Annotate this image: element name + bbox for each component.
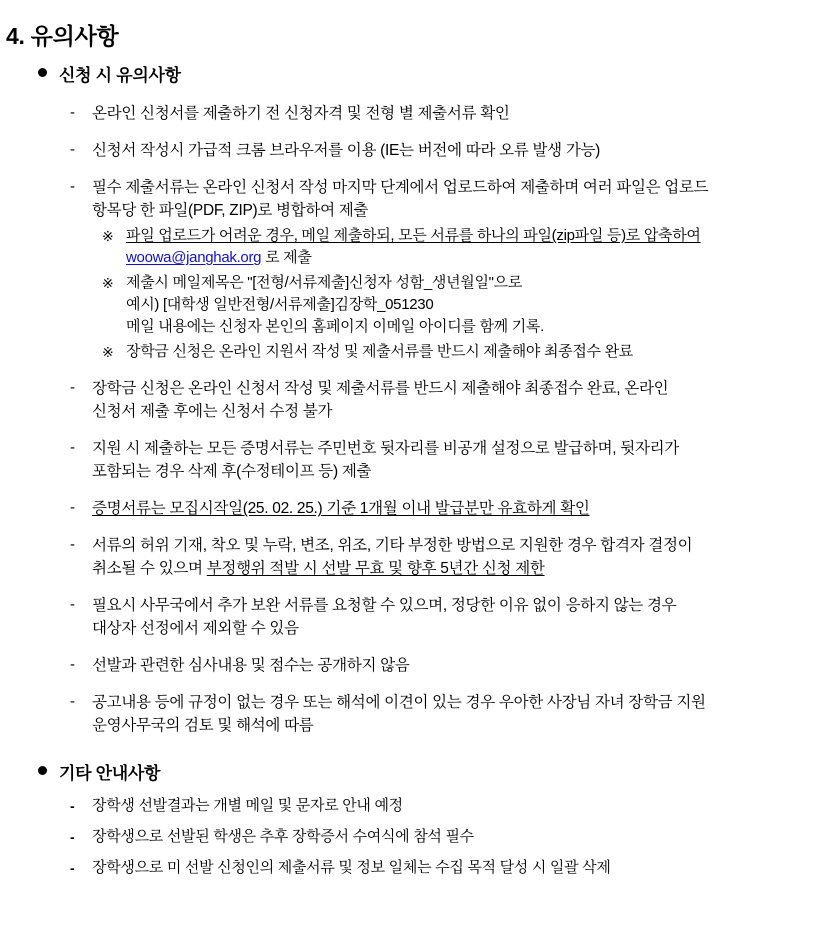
list-item-text	[92, 857, 611, 878]
note-text	[126, 225, 701, 269]
note-marker: ※	[102, 275, 114, 291]
text-line: 지원 시 제출하는 모든 증명서류는 주민번호 뒷자리를 비공개 설정으로 발급하며, 뒷자리가	[92, 440, 679, 457]
text-line: 장학금 신청은 온라인 신청서 작성 및 제출서류를 반드시 제출해야 최종접수 완료, 온라인	[92, 380, 669, 397]
list-item	[70, 580, 822, 640]
text-line: 대상자 선정에서 제외할 수 있음	[92, 620, 299, 637]
dash-marker: -	[70, 379, 75, 396]
text-line: 서류의 허위 기재, 착오 및 누락, 변조, 위조, 기타 부정한 방법으로 지원한 경우 합격자 결정이	[92, 537, 693, 554]
list-item-text	[92, 139, 600, 162]
note-block	[102, 272, 708, 338]
list-item	[70, 677, 822, 737]
list-item	[70, 817, 822, 848]
text-line: 필요시 사무국에서 추가 보완 서류를 요청할 수 있으며, 정당한 이유 없이 응하지 않는 경우	[92, 597, 677, 614]
text-line: 장학생으로 미 선발 신청인의 제출서류 및 정보 일체는 수집 목적 달성 시 일괄 삭제	[92, 859, 611, 876]
bullet-dot-icon	[38, 766, 47, 775]
dash-marker: -	[70, 860, 75, 876]
dash-marker: -	[70, 178, 75, 195]
text-line: 포함되는 경우 삭제 후(수정테이프 등) 제출	[92, 463, 372, 480]
note-line: 제출시 메일제목은 "[전형/서류제출]신청자 성함_생년월일"으로	[126, 274, 523, 291]
email-link[interactable]: woowa@janghak.org	[126, 249, 262, 266]
list-item-text	[92, 437, 679, 483]
note-text	[126, 341, 633, 363]
list-item-text	[92, 654, 410, 677]
note-marker: ※	[102, 228, 114, 244]
dash-marker: -	[70, 596, 75, 613]
note-line: 장학금 신청은 온라인 지원서 작성 및 제출서류를 반드시 제출해야 최종접수 완료	[126, 343, 633, 360]
dash-marker: -	[70, 536, 75, 553]
text-line-prefix: 취소될 수 있으며	[92, 560, 207, 577]
note-marker: ※	[102, 344, 114, 360]
list-item-text	[92, 102, 510, 125]
group-heading-label: 기타 안내사항	[59, 764, 161, 783]
page-title: 4. 유의사항	[6, 23, 119, 49]
note-text	[126, 272, 544, 338]
note-line: 예시) [대학생 일반전형/서류제출]김장학_051230	[126, 296, 434, 313]
list-item	[70, 786, 822, 817]
list-item-text	[92, 594, 676, 640]
group-heading-notice	[38, 61, 822, 86]
note-email-suffix: 로 제출	[261, 249, 312, 266]
list-item	[70, 125, 822, 162]
note-block	[102, 225, 708, 269]
text-line: 온라인 신청서를 제출하기 전 신청자격 및 전형 별 제출서류 확인	[92, 105, 510, 122]
group-heading-other	[38, 759, 822, 784]
list-item	[70, 162, 822, 363]
dash-marker: -	[70, 141, 75, 158]
text-line: 운영사무국의 검토 및 해석에 따름	[92, 717, 314, 734]
list-item	[70, 848, 822, 879]
dash-marker: -	[70, 104, 75, 121]
text-line: 신청서 작성시 가급적 크롬 브라우저를 이용 (IE는 버전에 따라 오류 발생 가능)	[92, 142, 601, 159]
list-item-text	[92, 534, 692, 580]
note-email-line	[126, 249, 312, 266]
emphasis-text: 부정행위 적발 시 선발 무효 및 향후 5년간 신청 제한	[206, 560, 545, 577]
list-item-text	[92, 176, 708, 363]
list-item-text	[92, 497, 590, 520]
text-line: 증명서류는 모집시작일(25. 02. 25.) 기준 1개월 이내 발급분만 유효하게 확인	[92, 500, 590, 517]
list-item	[70, 363, 822, 423]
dash-marker: -	[70, 656, 75, 673]
text-line: 장학생으로 선발된 학생은 추후 장학증서 수여식에 참석 필수	[92, 828, 474, 845]
text-line-with-emphasis	[92, 557, 692, 580]
dash-marker: -	[70, 693, 75, 710]
group-heading-label: 신청 시 유의사항	[59, 66, 181, 85]
dash-marker: -	[70, 499, 75, 516]
text-line: 신청서 제출 후에는 신청서 수정 불가	[92, 403, 333, 420]
list-item	[70, 88, 822, 125]
note-line: 메일 내용에는 신청자 본인의 홈페이지 이메일 아이디를 함께 기록.	[126, 318, 544, 335]
list-item	[70, 423, 822, 483]
document-page	[0, 18, 822, 937]
text-line: 선발과 관련한 심사내용 및 점수는 공개하지 않음	[92, 657, 410, 674]
note-line: 파일 업로드가 어려운 경우, 메일 제출하되, 모든 서류를 하나의 파일(zip파일 등)로 압축하여	[126, 227, 701, 244]
text-line: 필수 제출서류는 온라인 신청서 작성 마지막 단계에서 업로드하여 제출하며 여러 파일은 업로드	[92, 179, 709, 196]
note-block	[102, 341, 708, 363]
list-item-text	[92, 826, 474, 847]
bullet-dot-icon	[38, 68, 47, 77]
text-line: 공고내용 등에 규정이 없는 경우 또는 해석에 이견이 있는 경우 우아한 사장님 자녀 장학금 지원	[92, 694, 706, 711]
dash-marker: -	[70, 798, 75, 814]
list-item	[70, 520, 822, 580]
list-item-text	[92, 377, 668, 423]
list-item	[70, 640, 822, 677]
list-item	[70, 483, 822, 520]
dash-marker: -	[70, 829, 75, 845]
text-line: 장학생 선발결과는 개별 메일 및 문자로 안내 예정	[92, 797, 403, 814]
list-item-text	[92, 691, 706, 737]
list-item-text	[92, 795, 403, 816]
dash-marker: -	[70, 439, 75, 456]
text-line: 항목당 한 파일(PDF, ZIP)로 병합하여 제출	[92, 202, 369, 219]
